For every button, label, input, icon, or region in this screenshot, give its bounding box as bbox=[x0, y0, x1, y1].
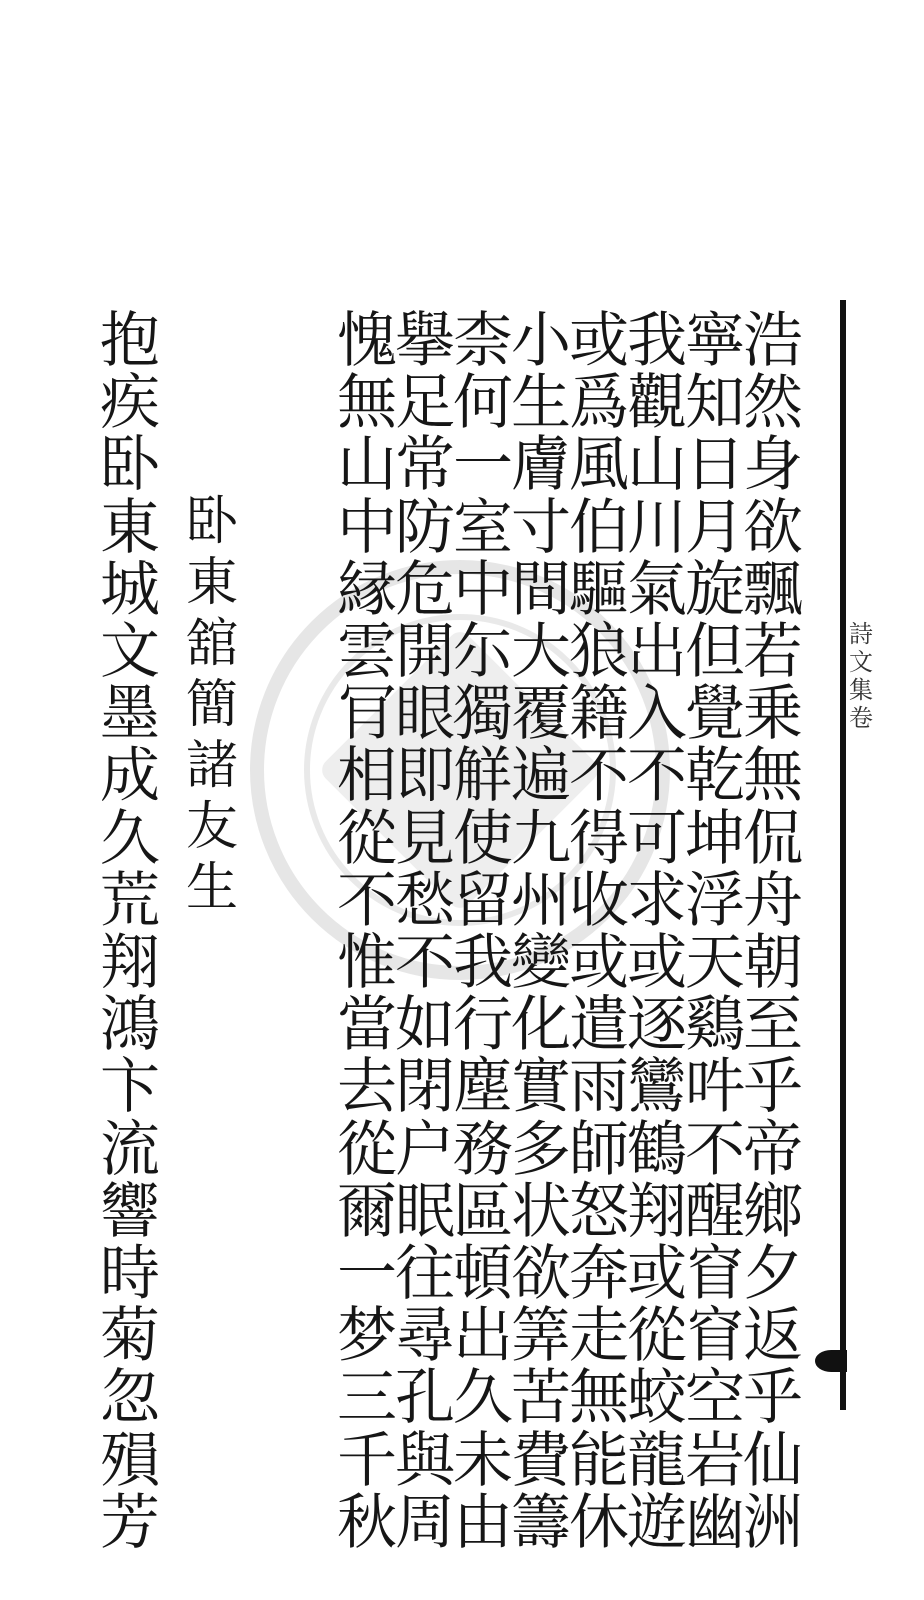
text-column-4: 或爲風伯驅狼籍不得收或遣雨師怒奔走無能休 bbox=[569, 306, 629, 1558]
text-column-10: 抱疾卧東城文墨成久荒翔鴻卞流響時菊忽殞芳 bbox=[100, 306, 160, 1558]
frame-border-line bbox=[840, 300, 846, 1410]
text-column-5: 小生膚寸間大覆遍九州變化實多状欲筭苦費籌 bbox=[511, 306, 571, 1558]
text-column-6: 柰何一室中尓獨觧使留我行塵務區頓出久未由 bbox=[453, 306, 513, 1558]
text-column-2: 寧知日月旋但覺乾坤浮天鷄吽不醒窅窅空岩幽 bbox=[685, 306, 745, 1558]
text-column-8: 愧無山中縁雲肎相從不惟當去從爾一梦三千秋 bbox=[337, 306, 397, 1558]
frame-fish-tail-mark bbox=[815, 1350, 847, 1372]
text-column-1: 浩然身欲飄若乗無侃舟朝至乎帝鄉夕返乎仙洲 bbox=[743, 306, 803, 1558]
text-column-7: 擧足常防危開眼即見愁不如閉户眠往尋孔與周 bbox=[395, 306, 455, 1558]
text-column-3: 我觀山川氣出入不可求或逐鸞鶴翔或從蛟龍遊 bbox=[627, 306, 687, 1558]
poem-title-column: 卧東舘簡諸友生 bbox=[185, 492, 238, 918]
edge-title: 詩文集卷 bbox=[849, 620, 873, 732]
